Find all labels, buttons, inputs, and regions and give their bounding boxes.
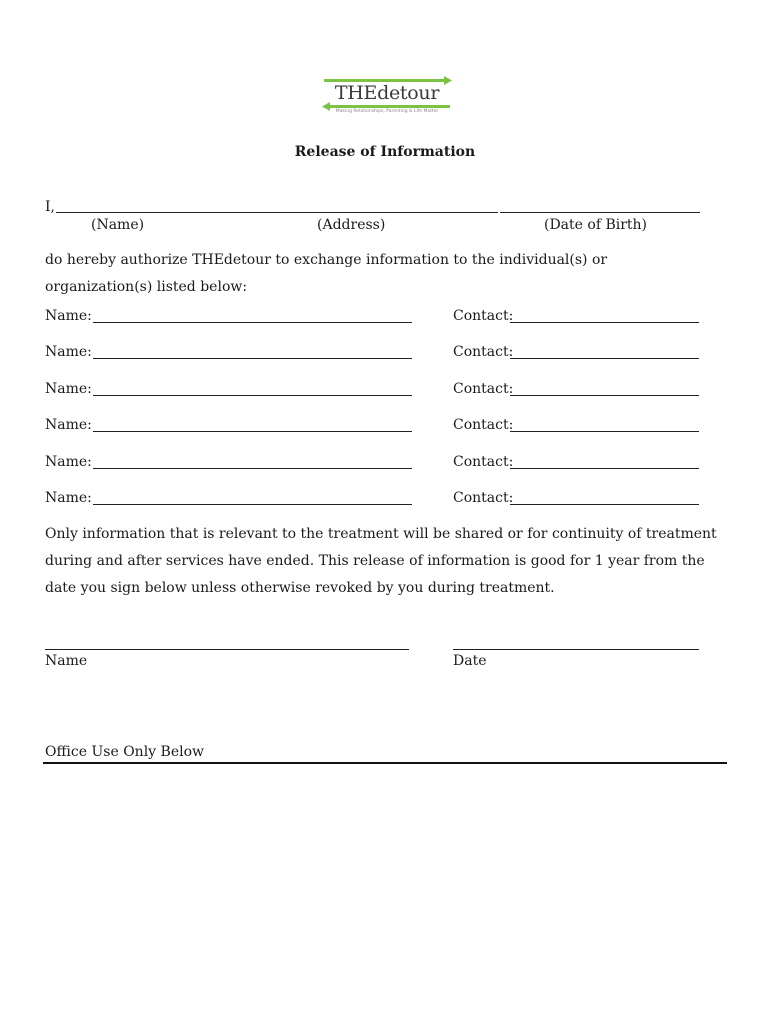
office-use-label: Office Use Only Below [45, 744, 204, 760]
row-name-label: Name: [45, 344, 92, 360]
row-name-label: Name: [45, 454, 92, 470]
policy-text: Only information that is relevant to the treatment will be shared or for continuity of treatment during and after services have ended. This release of information is good for 1 year from the date you sign below unless otherwise revoked by you during treatment. [45, 526, 717, 596]
label-date-of-birth: (Date of Birth) [544, 217, 648, 233]
row-contact-field[interactable] [510, 468, 699, 469]
row-contact-label: Contact: [453, 381, 514, 397]
row-name-label: Name: [45, 490, 92, 506]
label-address: (Address) [317, 217, 386, 233]
row-contact-label: Contact: [453, 454, 514, 470]
label-name: (Name) [91, 217, 145, 233]
row-name-label: Name: [45, 381, 92, 397]
row-contact-field[interactable] [510, 431, 699, 432]
row-name-field[interactable] [93, 358, 412, 359]
dob-field[interactable] [500, 212, 700, 213]
row-name-field[interactable] [93, 504, 412, 505]
logo-tagline: Making Relationships, Parenting & Life Matter [335, 109, 439, 114]
intro-prefix: I, [45, 199, 55, 215]
office-use-divider [43, 762, 727, 764]
signature-name-label: Name [45, 653, 88, 669]
logo [320, 76, 454, 120]
row-contact-label: Contact: [453, 417, 514, 433]
row-contact-field[interactable] [510, 358, 699, 359]
row-name-field[interactable] [93, 322, 412, 323]
name-address-field[interactable] [56, 212, 498, 213]
row-name-field[interactable] [93, 468, 412, 469]
row-contact-field[interactable] [510, 504, 699, 505]
row-contact-field[interactable] [510, 322, 699, 323]
logo-wordmark: THEdetour [334, 82, 440, 104]
row-contact-field[interactable] [510, 395, 699, 396]
row-contact-label: Contact: [453, 490, 514, 506]
row-contact-label: Contact: [453, 308, 514, 324]
signature-date-field[interactable] [453, 649, 699, 650]
row-name-field[interactable] [93, 395, 412, 396]
row-contact-label: Contact: [453, 344, 514, 360]
signature-name-field[interactable] [45, 649, 409, 650]
row-name-label: Name: [45, 308, 92, 324]
form-title: Release of Information [294, 144, 476, 160]
row-name-label: Name: [45, 417, 92, 433]
signature-date-label: Date [453, 653, 487, 669]
authorization-text: do hereby authorize THEdetour to exchange information to the individual(s) or organization(s) listed below: [45, 252, 608, 295]
row-name-field[interactable] [93, 431, 412, 432]
